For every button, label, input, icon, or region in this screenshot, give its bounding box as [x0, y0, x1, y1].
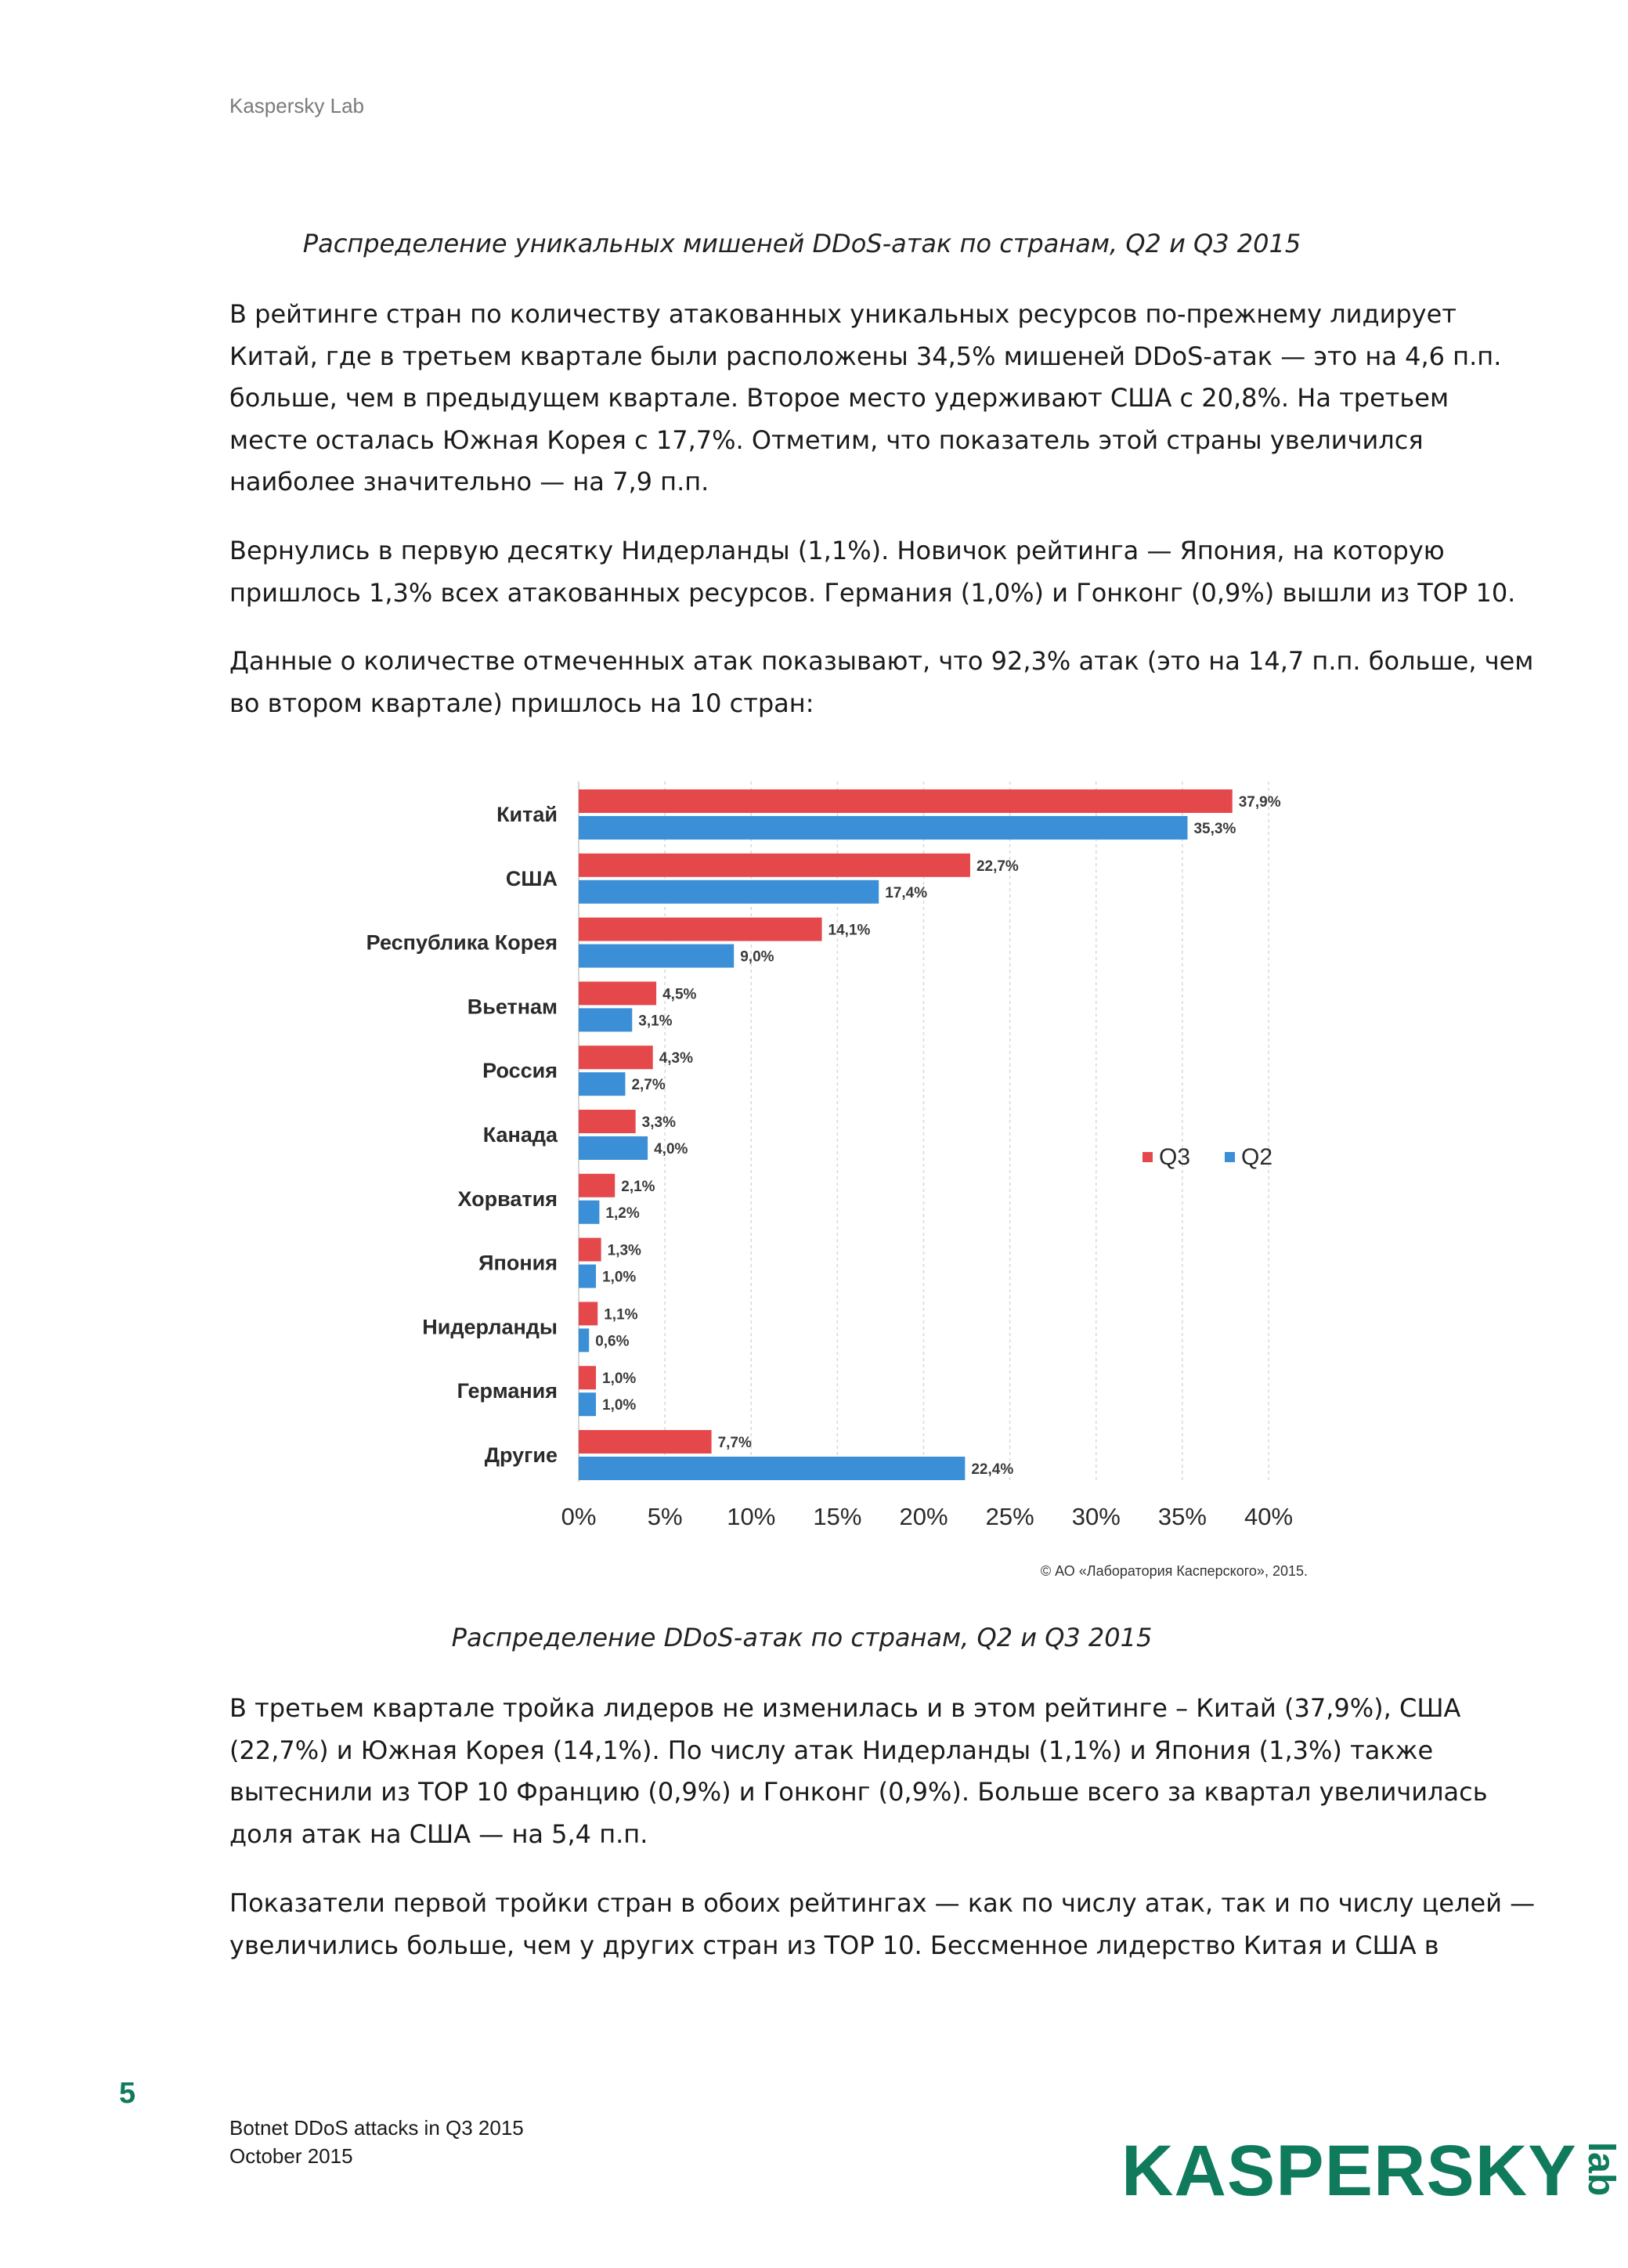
- data-label-q2: 22,4%: [971, 1461, 1014, 1478]
- caption-ddos-by-country: Распределение DDoS-атак по странам, Q2 и Q3 2015: [451, 1623, 1153, 1652]
- data-label-q3: 22,7%: [976, 858, 1019, 875]
- bar-q2: [579, 1008, 632, 1031]
- footer-doc-title: Botnet DDoS attacks in Q3 2015: [229, 2116, 524, 2140]
- page-number: 5: [119, 2077, 136, 2110]
- category-label: Китай: [496, 803, 558, 826]
- paragraph-line: увеличились больше, чем у других стран из TOP 10. Бессменное лидерство Китая и США в: [229, 1930, 1439, 1960]
- data-label-q2: 3,1%: [638, 1013, 673, 1030]
- x-tick-label: 20%: [899, 1503, 948, 1530]
- bar-q2: [579, 1457, 965, 1480]
- bar-q2: [579, 880, 879, 904]
- paragraph-line: В третьем квартале тройка лидеров не изменилась и в этом рейтинге – Китай (37,9%), США: [229, 1693, 1461, 1723]
- bar-q2: [579, 1072, 625, 1096]
- x-tick-label: 0%: [561, 1503, 597, 1530]
- paragraph-line: (22,7%) и Южная Корея (14,1%). По числу атак Нидерланды (1,1%) и Япония (1,3%) также: [229, 1735, 1434, 1765]
- x-tick-label: 25%: [985, 1503, 1034, 1530]
- paragraph-line: доля атак на США — на 5,4 п.п.: [229, 1818, 648, 1849]
- paragraph-line: Данные о количестве отмеченных атак показывают, что 92,3% атак (это на 14,7 п.п. больше, чем: [229, 646, 1534, 676]
- bar-q2: [579, 1265, 596, 1288]
- bar-q3: [579, 981, 656, 1005]
- paragraph-5: [229, 1883, 1536, 1966]
- data-label-q3: 7,7%: [717, 1435, 752, 1451]
- category-label: Другие: [484, 1443, 558, 1467]
- bar-q3: [579, 1302, 597, 1325]
- bar-q3: [579, 1366, 596, 1389]
- bar-q2: [579, 1392, 596, 1416]
- data-label-q2: 35,3%: [1193, 821, 1236, 837]
- data-label-q3: 4,3%: [659, 1050, 694, 1067]
- paragraph-line: месте осталась Южная Корея с 17,7%. Отметим, что показатель этой страны увеличился: [229, 424, 1424, 455]
- paragraph-line: наиболее значительно — на 7,9 п.п.: [229, 467, 709, 497]
- category-label: Канада: [482, 1123, 558, 1147]
- bar-q3: [579, 1046, 653, 1069]
- paragraph-line: Показатели первой тройки стран в обоих рейтингах — как по числу атак, так и по числу целей —: [229, 1888, 1536, 1918]
- data-label-q3: 2,1%: [621, 1178, 655, 1195]
- data-label-q3: 3,3%: [641, 1114, 676, 1131]
- bar-q3: [579, 854, 970, 877]
- bar-q3: [579, 1430, 712, 1454]
- category-label: Вьетнам: [467, 995, 558, 1019]
- bar-q3: [579, 1174, 615, 1197]
- data-label-q3: 14,1%: [828, 922, 871, 939]
- bar-q2: [579, 1201, 599, 1224]
- legend-swatch-q3: [1142, 1152, 1153, 1162]
- paragraph-line: во втором квартале) пришлось на 10 стран:: [229, 688, 814, 718]
- paragraph-line: больше, чем в предыдущем квартале. Второе место удерживают США с 20,8%. На третьем: [229, 383, 1449, 413]
- category-label: Япония: [478, 1251, 558, 1275]
- bar-q3: [579, 1238, 601, 1262]
- bar-q2: [579, 816, 1187, 840]
- paragraph-line: пришлось 1,3% всех атакованных ресурсов. Германия (1,0%) и Гонконг (0,9%) вышли из TOP 10.: [229, 577, 1516, 608]
- x-tick-label: 10%: [727, 1503, 776, 1530]
- category-label: Нидерланды: [422, 1315, 558, 1339]
- paragraph-line: Вернулись в первую десятку Нидерланды (1,1%). Новичок рейтинга — Япония, на которую: [229, 536, 1445, 565]
- data-label-q2: 17,4%: [885, 884, 928, 901]
- data-label-q2: 4,0%: [654, 1141, 688, 1157]
- bar-q3: [579, 789, 1233, 813]
- paragraph-line: вытеснили из TOP 10 Францию (0,9%) и Гонконг (0,9%). Больше всего за квартал увеличилась: [229, 1777, 1488, 1807]
- legend-swatch-q2: [1225, 1152, 1235, 1162]
- x-tick-label: 15%: [813, 1503, 862, 1530]
- x-tick-label: 5%: [647, 1503, 683, 1530]
- category-label: США: [505, 866, 558, 890]
- data-label-q2: 1,2%: [605, 1204, 640, 1222]
- paragraph-line: Китай, где в третьем квартале были расположены 34,5% мишеней DDoS-атак — это на 4,6 п.п.: [229, 341, 1502, 371]
- category-label: Хорватия: [457, 1186, 558, 1211]
- data-label-q2: 1,0%: [602, 1397, 637, 1414]
- caption-unique-targets: Распределение уникальных мишеней DDoS-атак по странам, Q2 и Q3 2015: [302, 229, 1301, 258]
- data-label-q3: 1,1%: [604, 1306, 638, 1324]
- kaspersky-logo: [1121, 2132, 1628, 2210]
- bar-q2: [579, 1328, 589, 1352]
- data-label-q2: 9,0%: [740, 948, 774, 966]
- legend-label-q2: Q2: [1241, 1144, 1273, 1170]
- logo-lab-suffix: lab: [1579, 2141, 1622, 2197]
- bar-q2: [579, 944, 734, 968]
- category-label: Германия: [457, 1379, 558, 1403]
- header-brand: Kaspersky Lab: [229, 94, 364, 117]
- data-label-q3: 1,0%: [602, 1371, 637, 1388]
- legend-label-q3: Q3: [1159, 1144, 1191, 1170]
- bar-q3: [579, 918, 822, 941]
- paragraph-4: [229, 1688, 1488, 1855]
- data-label-q2: 1,0%: [602, 1269, 637, 1286]
- logo-wordmark: KASPERSKY: [1121, 2131, 1577, 2211]
- category-label: Республика Корея: [366, 930, 558, 955]
- x-tick-label: 30%: [1071, 1503, 1121, 1530]
- bar-q3: [579, 1110, 636, 1133]
- x-tick-label: 40%: [1244, 1503, 1294, 1530]
- x-tick-label: 35%: [1157, 1503, 1207, 1530]
- data-label-q3: 37,9%: [1238, 794, 1281, 811]
- data-label-q3: 1,3%: [607, 1242, 641, 1259]
- footer-doc-date: October 2015: [229, 2144, 353, 2168]
- data-label-q3: 4,5%: [662, 986, 697, 1003]
- data-label-q2: 0,6%: [595, 1333, 630, 1350]
- category-label: Россия: [482, 1059, 558, 1083]
- bar-q2: [579, 1136, 648, 1160]
- paragraph-line: В рейтинге стран по количеству атакованных уникальных ресурсов по-прежнему лидирует: [229, 299, 1457, 329]
- chart-credit: © АО «Лаборатория Касперского», 2015.: [1040, 1563, 1308, 1579]
- data-label-q2: 2,7%: [631, 1077, 666, 1094]
